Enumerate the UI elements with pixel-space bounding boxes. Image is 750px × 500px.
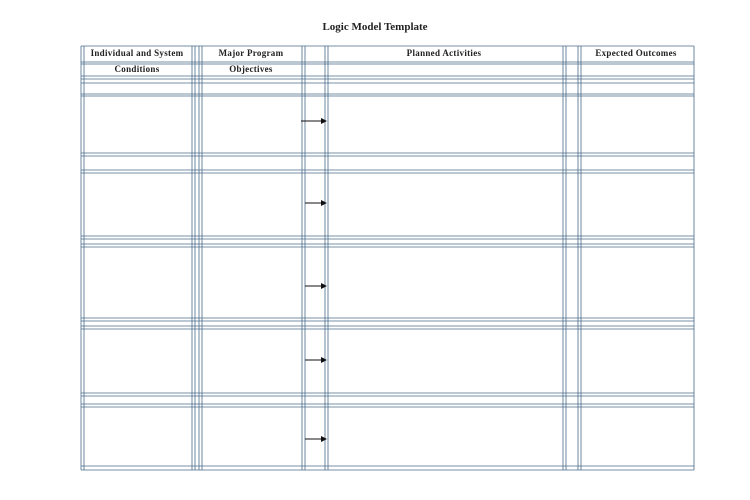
header-major-line1: Major Program xyxy=(218,48,284,58)
header-major-line2: Objectives xyxy=(229,64,273,74)
header-individual-line1: Individual and System xyxy=(90,48,184,58)
header-planned: Planned Activities xyxy=(406,48,482,58)
header-individual-line2: Conditions xyxy=(114,64,160,74)
document-title: Logic Model Template xyxy=(322,21,428,33)
header-expected: Expected Outcomes xyxy=(595,48,677,58)
